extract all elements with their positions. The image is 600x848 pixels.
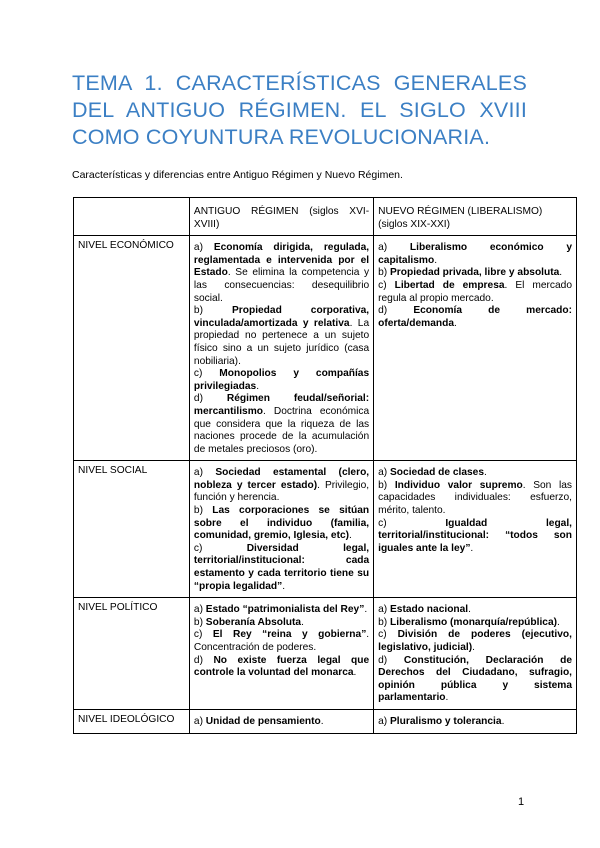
list-item [194,505,369,543]
list-item [378,305,572,330]
item-bold-text: Estado “patrimonialista del Rey” [205,604,365,616]
item-bold-text: Economía dirigida, regulada, reglamentada e intervenida por el Estado [193,242,370,279]
item-text: . [501,715,505,727]
item-text: . La propiedad no pertenece a un sujeto físico sino a un sujeto jurídico (casa nobiliaria). [193,317,370,367]
list-item [194,368,369,393]
list-item [378,629,572,654]
item-text: . [557,616,560,628]
item-bold-text: Unidad de pensamiento [205,715,321,727]
antiguo-regimen-cell [189,598,373,710]
header-empty-cell [74,198,190,236]
item-prefix: a) [378,242,410,254]
page-number: 1 [518,796,525,808]
item-prefix: c) [193,629,213,641]
item-text: . [349,530,352,542]
table-caption: Características y diferencias entre Antiguo Régimen y Nuevo Régimen. [72,169,403,181]
list-item [378,518,572,556]
item-text: . Privilegio, función y herencia. [193,479,370,504]
list-item [194,604,369,617]
antiguo-regimen-cell [189,236,373,461]
item-text: . [472,642,475,653]
item-bold-text: Monopolios y compañías privilegiadas [193,368,370,392]
item-text: . Son las capacidades individuales: esfuerzo, mérito, talento. [378,479,572,517]
item-prefix: b) [193,616,206,628]
item-bold-text: No existe fuerza legal que controle la voluntad del monarca [193,654,370,679]
comparison-table [73,197,577,734]
table-row [74,598,577,710]
item-bold-text: Régimen feudal/señorial: mercantilismo [193,393,370,417]
document-title: TEMA 1. CARACTERÍSTICAS GENERALES DEL ANTIGUO RÉGIMEN. EL SIGLO XVIII COMO COYUNTURA REVOLUCIONARIA. [72,71,527,149]
item-text: . [484,467,487,479]
item-prefix: d) [193,654,214,666]
list-item [378,267,572,280]
item-text: . [453,317,457,329]
item-text: . [559,267,563,279]
item-prefix: b) [193,305,232,317]
antiguo-regimen-cell [189,709,373,733]
item-bold-text: Estado nacional [390,604,469,616]
header-nuevo-regimen: NUEVO RÉGIMEN (LIBERALISMO) (siglos XIX-XXI) [374,198,577,236]
item-prefix: d) [378,305,414,317]
item-bold-text: Individuo valor supremo [394,479,523,491]
item-prefix: c) [378,279,395,291]
list-item [194,655,369,680]
item-prefix: d) [378,654,404,666]
nuevo-regimen-cell [374,461,577,598]
item-bold-text: Diversidad legal, territorial/institucional: cada estamento y cada territorio tiene su “propia legalidad” [193,542,370,592]
item-prefix: b) [193,505,213,517]
nuevo-regimen-cell [374,598,577,710]
list-item [194,242,369,305]
item-bold-text: División de poderes (ejecutivo, legislativo, judicial) [378,629,572,653]
item-prefix: a) [378,467,391,479]
nuevo-regimen-cell [374,236,577,461]
list-item [378,280,572,305]
item-prefix: c) [193,542,247,554]
item-prefix: c) [193,368,220,380]
list-item [194,543,369,593]
list-item [194,305,369,368]
table-row [74,461,577,598]
list-item [378,467,572,480]
list-item [194,617,369,630]
item-bold-text: El Rey “reina y gobierna” [212,629,367,641]
list-item [378,604,572,617]
table-row [74,709,577,733]
list-item [378,716,572,729]
item-bold-text: Constitución, Declaración de Derechos del Ciudadano, sufragio, opinión pública y sistema parlamentario [378,654,573,704]
item-bold-text: Sociedad de clases [390,467,485,479]
item-prefix: b) [378,479,395,491]
item-bold-text: Economía de mercado: oferta/demanda [378,305,572,329]
item-prefix: c) [378,629,398,641]
list-item [378,242,572,267]
item-text: . [468,604,471,616]
row-label: NIVEL POLÍTICO [74,598,190,710]
item-prefix: d) [193,393,227,405]
item-text: . [445,692,449,704]
item-bold-text: Libertad de empresa [394,279,505,291]
row-label: NIVEL ECONÓMICO [74,236,190,461]
item-text: . El mercado regula al propio mercado. [378,279,572,304]
item-bold-text: Soberanía Absoluta [205,616,302,628]
item-prefix: c) [378,517,446,529]
item-text: . [256,380,260,392]
list-item [194,629,369,654]
antiguo-regimen-cell [189,461,373,598]
row-label: NIVEL SOCIAL [74,461,190,598]
item-bold-text: Las corporaciones se sitúan sobre el individuo (familia, comunidad, gremio, Iglesia, etc) [193,505,370,542]
table-header-row [74,198,577,236]
item-prefix: b) [378,267,391,279]
item-text: . Concentración de poderes. [193,629,370,653]
item-bold-text: Propiedad privada, libre y absoluta [390,267,560,279]
list-item [378,655,572,705]
item-prefix: a) [193,242,214,254]
list-item [378,617,572,630]
item-prefix: a) [193,467,216,479]
item-text: . [282,580,286,592]
item-text: . [320,715,324,727]
list-item [194,393,369,456]
list-item [378,480,572,518]
item-prefix: b) [378,616,391,628]
list-item [194,467,369,505]
item-bold-text: Pluralismo y tolerancia [390,715,502,727]
item-bold-text: Sociedad estamental (clero, nobleza y tercer estado) [193,467,370,491]
header-antiguo-regimen: ANTIGUO RÉGIMEN (siglos XVI-XVIII) [189,198,373,236]
item-prefix: a) [378,715,391,727]
item-text: . Se elimina la competencia y las consecuencias: desequilibrio social. [193,267,370,304]
item-bold-text: Igualdad legal, territorial/institucional: “todos son iguales ante la ley” [378,517,572,554]
list-item [194,716,369,729]
row-label: NIVEL IDEOLÓGICO [74,709,190,733]
item-text: . [470,542,474,554]
item-bold-text: Liberalismo económico y capitalismo [378,242,572,266]
nuevo-regimen-cell [374,709,577,733]
item-text: . [301,616,304,628]
item-bold-text: Propiedad corporativa, vinculada/amortizada y relativa [193,305,370,329]
item-text: . [353,667,357,679]
item-prefix: a) [193,715,206,727]
item-text: . [364,604,368,616]
item-prefix: a) [193,604,206,616]
table-body [74,198,577,734]
item-text: . [434,254,438,266]
item-prefix: a) [378,604,391,616]
item-bold-text: Liberalismo (monarquía/república) [390,616,558,628]
table-row [74,236,577,461]
item-text: . Doctrina económica que considera que la riqueza de las naciones procede de la acumulación de metales preciosos (oro). [193,405,370,455]
